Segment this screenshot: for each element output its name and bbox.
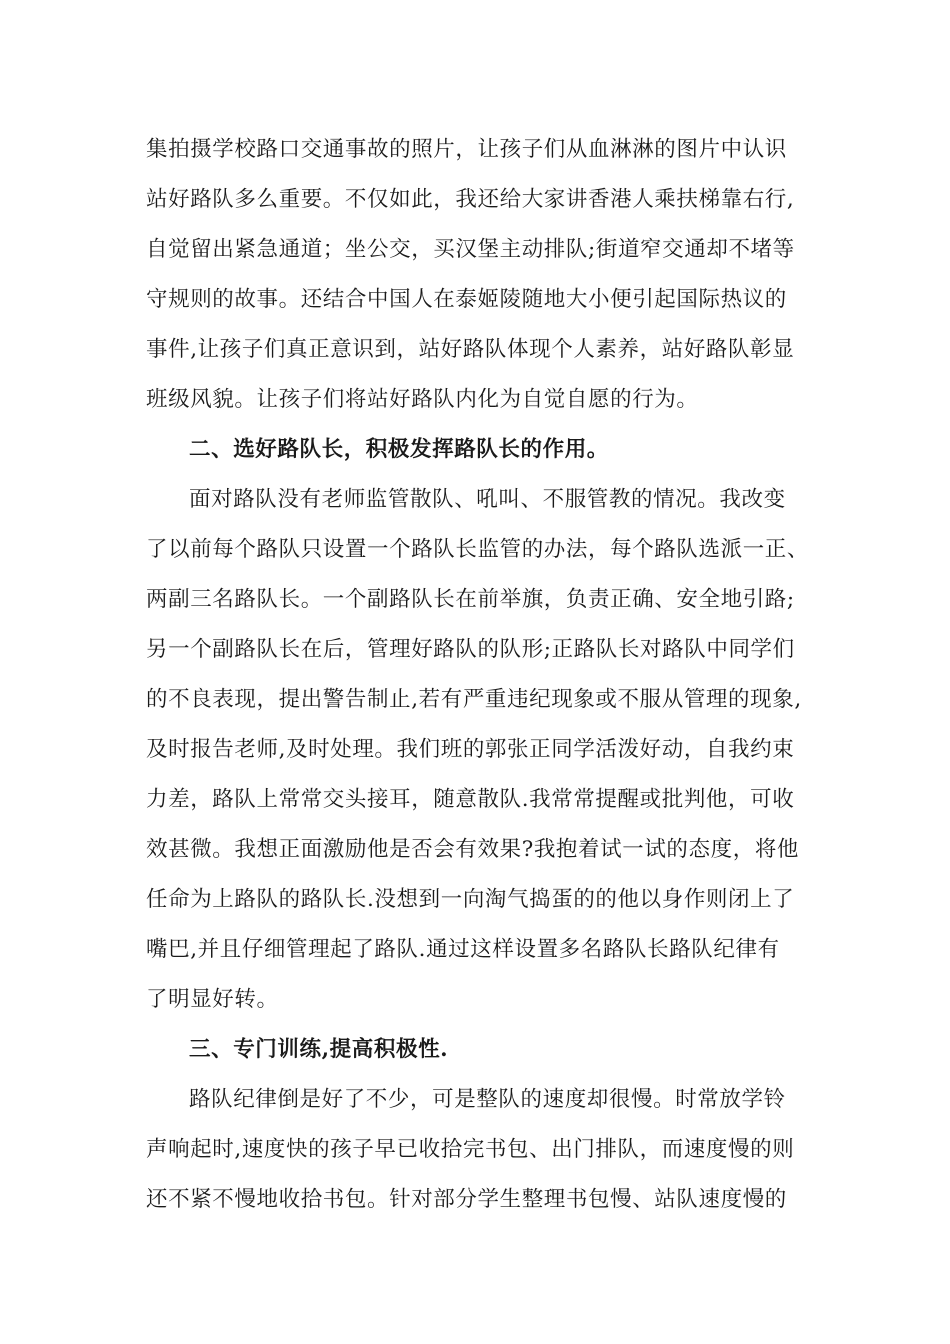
paragraph-line: 自觉留出紧急通道；坐公交，买汉堡主动排队;街道窄交通却不堵等 xyxy=(146,237,795,262)
paragraph-line: 班级风貌。让孩子们将站好路队内化为自觉自愿的行为。 xyxy=(146,387,699,412)
section-heading-3: 三、专门训练,提高积极性. xyxy=(189,1037,449,1062)
paragraph-line: 守规则的故事。还结合中国人在泰姬陵随地大小便引起国际热议的 xyxy=(146,287,787,312)
paragraph-line: 及时报告老师,及时处理。我们班的郭张正同学活泼好动，自我约束 xyxy=(146,737,795,762)
paragraph-line: 另一个副路队长在后，管理好路队的队形;正路队长对路队中同学们 xyxy=(146,637,795,662)
paragraph-line: 面对路队没有老师监管散队、吼叫、不服管教的情况。我改变 xyxy=(189,487,786,512)
paragraph-line: 了以前每个路队只设置一个路队长监管的办法，每个路队选派一正、 xyxy=(146,537,810,562)
paragraph-line: 的不良表现，提出警告制止,若有严重违纪现象或不服从管理的现象, xyxy=(146,687,802,712)
paragraph-line: 路队纪律倒是好了不少，可是整队的速度却很慢。时常放学铃 xyxy=(189,1087,786,1112)
paragraph-line: 站好路队多么重要。不仅如此，我还给大家讲香港人乘扶梯靠右行, xyxy=(146,187,795,212)
paragraph-line: 任命为上路队的路队长.没想到一向淘气捣蛋的的他以身作则闭上了 xyxy=(146,887,795,912)
paragraph-line: 事件,让孩子们真正意识到，站好路队体现个人素养，站好路队彰显 xyxy=(146,337,795,362)
paragraph-line: 嘴巴,并且仔细管理起了路队.通过这样设置多名路队长路队纪律有 xyxy=(146,937,780,962)
paragraph-line: 效甚微。我想正面激励他是否会有效果?我抱着试一试的态度，将他 xyxy=(146,837,800,862)
paragraph-line: 力差，路队上常常交头接耳，随意散队.我常常提醒或批判他，可收 xyxy=(146,787,795,812)
paragraph-line: 了明显好转。 xyxy=(146,987,279,1012)
section-heading-2: 二、选好路队长，积极发挥路队长的作用。 xyxy=(189,437,609,462)
paragraph-line: 两副三名路队长。一个副路队长在前举旗，负责正确、安全地引路; xyxy=(146,587,795,612)
paragraph-line: 集拍摄学校路口交通事故的照片，让孩子们从血淋淋的图片中认识 xyxy=(146,137,787,162)
paragraph-line: 声响起时,速度快的孩子早已收拾完书包、出门排队，而速度慢的则 xyxy=(146,1137,795,1162)
paragraph-line: 还不紧不慢地收拾书包。针对部分学生整理书包慢、站队速度慢的 xyxy=(146,1187,787,1212)
